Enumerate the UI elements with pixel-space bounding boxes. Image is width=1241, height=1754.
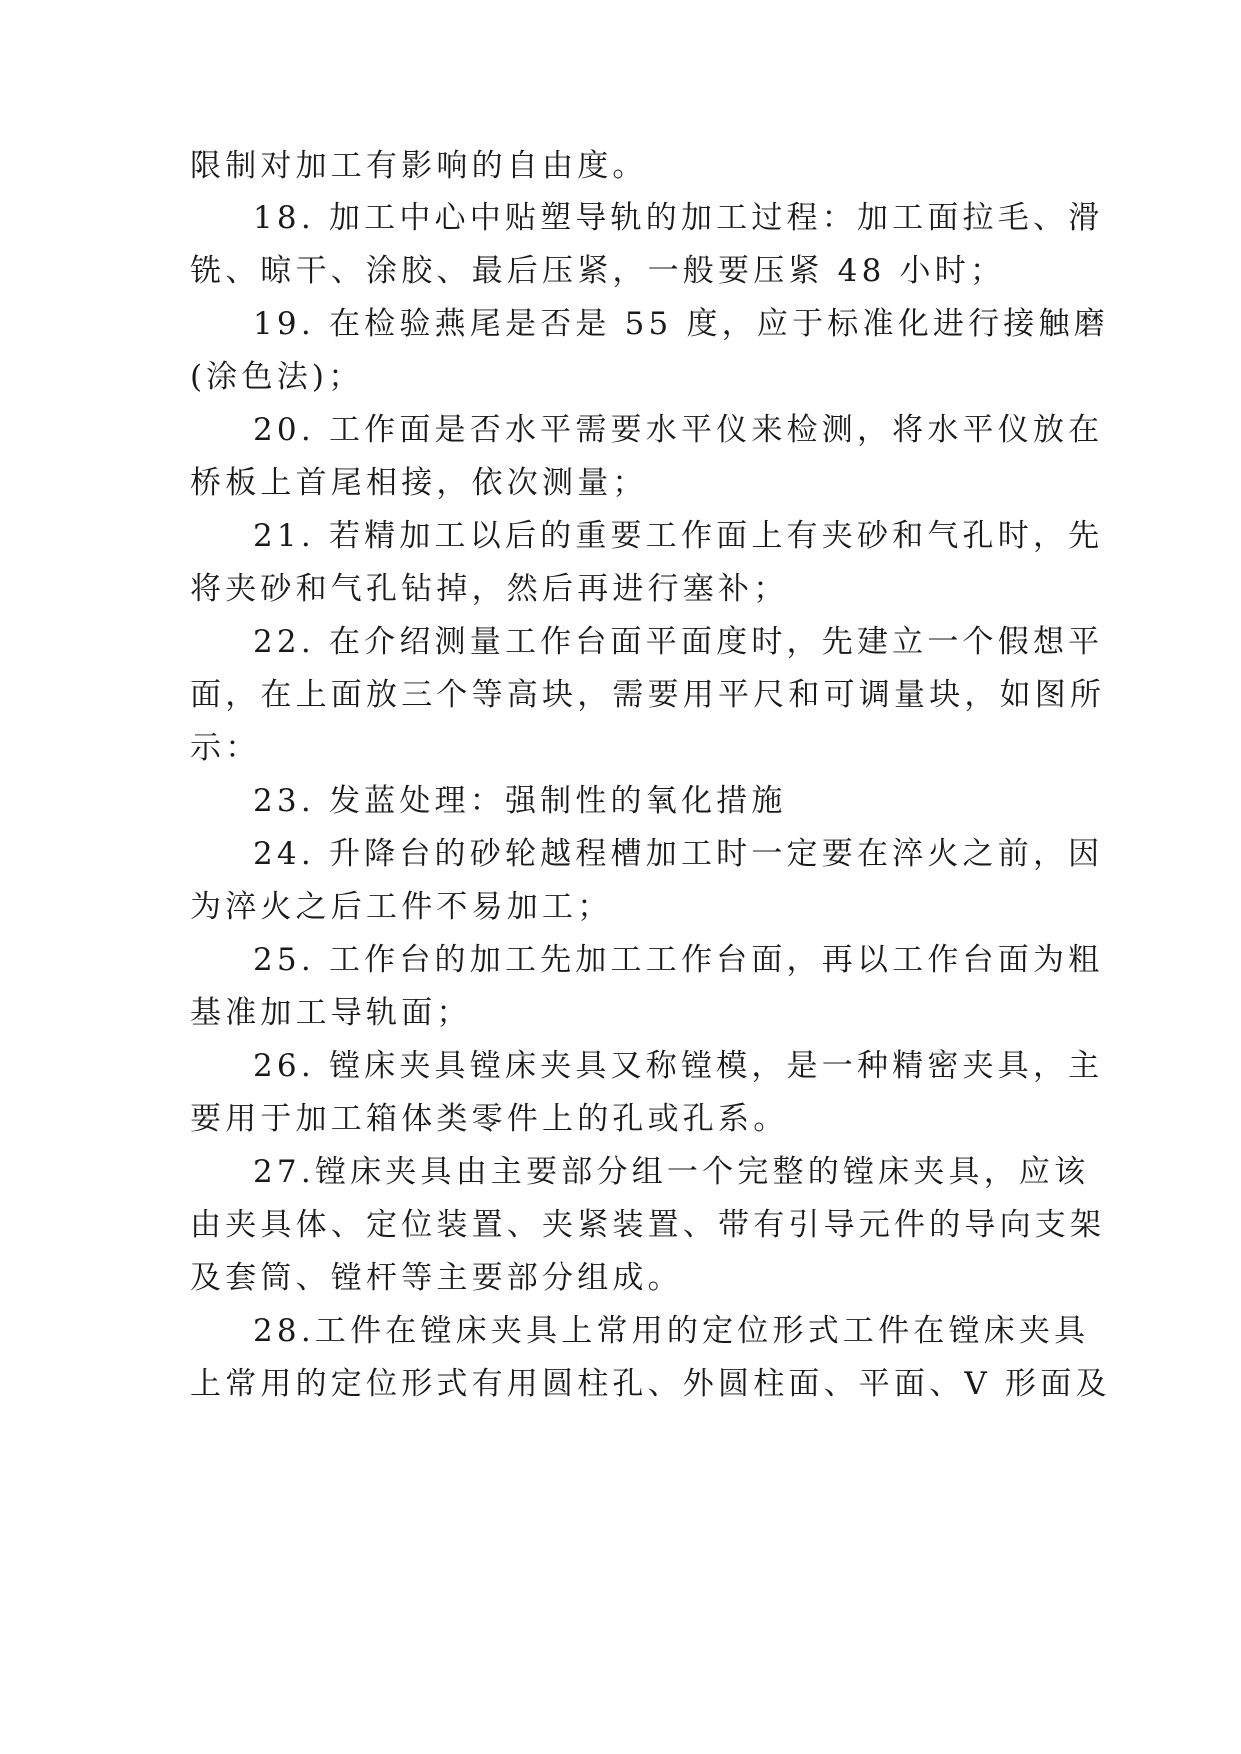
text-line: 24. 升降台的砂轮越程槽加工时一定要在淬火之前，因 [253, 836, 1104, 872]
text-line: 20. 工作面是否水平需要水平仪来检测，将水平仪放在 [253, 412, 1104, 448]
text-line: 基准加工导轨面； [190, 995, 472, 1031]
text-line: 限制对加工有影响的自由度。 [190, 148, 648, 184]
text-line: 为淬火之后工件不易加工； [190, 889, 613, 925]
text-line: 19. 在检验燕尾是否是 55 度，应于标准化进行接触磨 [253, 306, 1109, 342]
text-line: 27.镗床夹具由主要部分组一个完整的镗床夹具，应该 [253, 1154, 1090, 1190]
text-line: 由夹具体、定位装置、夹紧装置、带有引导元件的导向支架 [190, 1207, 1106, 1243]
text-line: 21. 若精加工以后的重要工作面上有夹砂和气孔时，先 [253, 518, 1104, 554]
text-line: 23. 发蓝处理：强制性的氧化措施 [253, 783, 787, 819]
text-line: 上常用的定位形式有用圆柱孔、外圆柱面、平面、V 形面及 [190, 1366, 1111, 1402]
text-line: 将夹砂和气孔钻掉，然后再进行塞补； [190, 571, 789, 607]
text-line: 要用于加工箱体类零件上的孔或孔系。 [190, 1101, 789, 1137]
text-line: 25. 工作台的加工先加工工作台面，再以工作台面为粗 [253, 942, 1104, 978]
text-line: (涂色法)； [190, 359, 364, 395]
text-line: 26. 镗床夹具镗床夹具又称镗模，是一种精密夹具，主 [253, 1048, 1104, 1084]
text-line: 示： [190, 730, 261, 766]
text-line: 28.工件在镗床夹具上常用的定位形式工件在镗床夹具 [253, 1313, 1090, 1349]
text-line: 桥板上首尾相接，依次测量； [190, 465, 648, 501]
text-line: 及套筒、镗杆等主要部分组成。 [190, 1260, 683, 1296]
text-line: 18. 加工中心中贴塑导轨的加工过程：加工面拉毛、滑 [253, 200, 1104, 236]
text-line: 22. 在介绍测量工作台面平面度时，先建立一个假想平 [253, 624, 1104, 660]
text-line: 面，在上面放三个等高块，需要用平尺和可调量块，如图所 [190, 677, 1106, 713]
text-line: 铣、晾干、涂胶、最后压紧，一般要压紧 48 小时； [190, 253, 1006, 289]
